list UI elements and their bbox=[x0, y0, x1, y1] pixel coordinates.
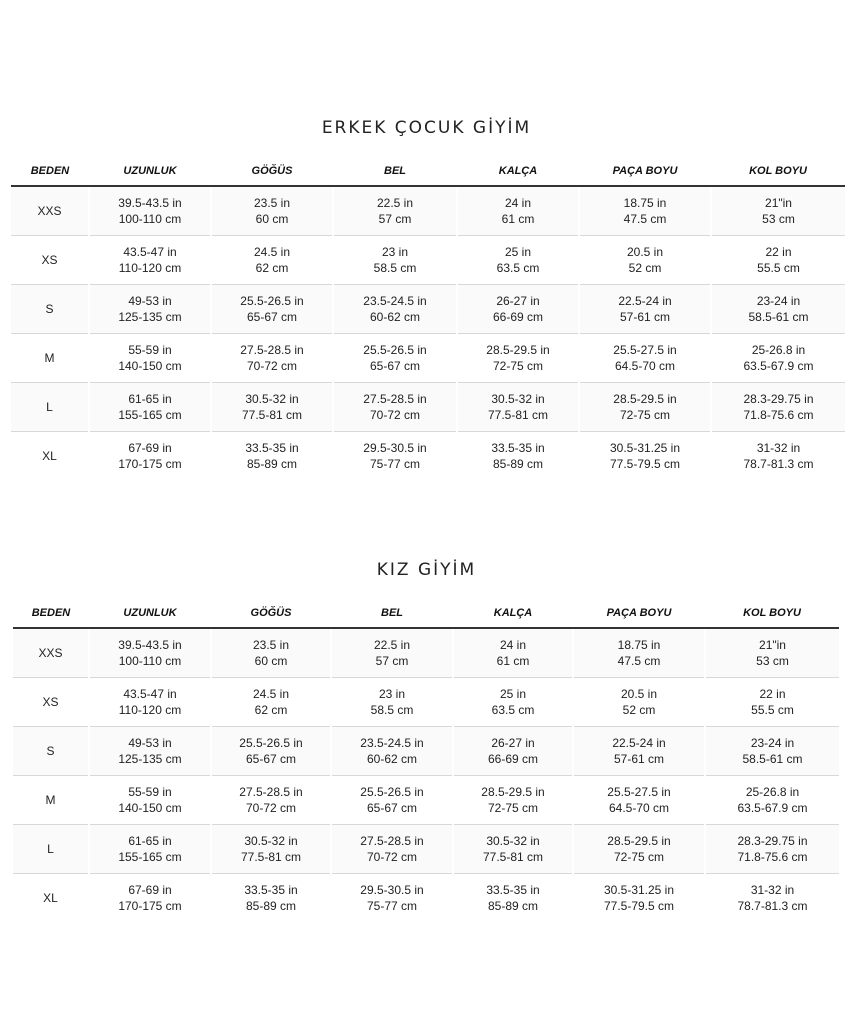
measurement-cell-kalca bbox=[457, 382, 579, 431]
inch-value: 28.5-29.5 in bbox=[486, 342, 550, 357]
cm-value: 63.5 cm bbox=[496, 260, 540, 275]
measurement-cell-kalca bbox=[457, 235, 579, 284]
measurement-cell-uzunluk bbox=[89, 677, 211, 726]
measurement-cell-uzunluk bbox=[89, 873, 211, 922]
cm-value: 75-77 cm bbox=[369, 456, 421, 471]
measurement-cell-uzunluk bbox=[89, 382, 211, 431]
inch-value: 30.5-32 in bbox=[486, 833, 540, 848]
inch-value: 28.3-29.75 in bbox=[737, 833, 808, 848]
inch-value: 23-24 in bbox=[750, 735, 795, 750]
inch-value: 43.5-47 in bbox=[123, 244, 177, 259]
inch-value: 27.5-28.5 in bbox=[239, 784, 303, 799]
inch-value: 25.5-26.5 in bbox=[360, 784, 424, 799]
column-header-uzunluk: UZUNLUK bbox=[89, 156, 211, 186]
inch-value: 25 in bbox=[504, 244, 532, 259]
measurement-cell-bel bbox=[333, 186, 457, 235]
cm-value: 110-120 cm bbox=[118, 260, 182, 275]
table-row bbox=[13, 628, 839, 677]
cm-value: 57-61 cm bbox=[619, 309, 671, 324]
measurement-cell-bel bbox=[333, 431, 457, 480]
inch-value: 39.5-43.5 in bbox=[118, 195, 182, 210]
inch-value: 55-59 in bbox=[128, 342, 172, 357]
inch-value: 33.5-35 in bbox=[491, 440, 545, 455]
measurement-cell-paca-boyu bbox=[579, 333, 711, 382]
measurement-cell-bel bbox=[333, 333, 457, 382]
measurement-cell-gogus bbox=[211, 628, 331, 677]
inch-value: 28.3-29.75 in bbox=[743, 391, 814, 406]
inch-value: 30.5-31.25 in bbox=[603, 882, 675, 897]
girls-size-table bbox=[13, 598, 839, 922]
inch-value: 27.5-28.5 in bbox=[360, 833, 424, 848]
inch-value: 25 in bbox=[499, 686, 527, 701]
inch-value: 23 in bbox=[381, 244, 409, 259]
measurement-cell-gogus bbox=[211, 726, 331, 775]
inch-value: 22 in bbox=[765, 244, 792, 259]
girls-table-body bbox=[13, 628, 839, 922]
cm-value: 62 cm bbox=[255, 260, 289, 275]
table-row bbox=[11, 235, 845, 284]
cm-value: 63.5 cm bbox=[491, 702, 535, 717]
measurement-cell-paca-boyu bbox=[573, 677, 705, 726]
inch-value: 22.5-24 in bbox=[618, 293, 672, 308]
measurement-cell-gogus bbox=[211, 333, 333, 382]
measurement-cell-uzunluk bbox=[89, 186, 211, 235]
column-header-kalca: KALÇA bbox=[457, 156, 579, 186]
cm-value: 75-77 cm bbox=[366, 898, 418, 913]
inch-value: 28.5-29.5 in bbox=[607, 833, 671, 848]
inch-value: 25.5-26.5 in bbox=[239, 735, 303, 750]
cm-value: 85-89 cm bbox=[492, 456, 544, 471]
inch-value: 33.5-35 in bbox=[244, 882, 298, 897]
inch-value: 23 in bbox=[378, 686, 406, 701]
inch-value: 18.75 in bbox=[617, 637, 661, 652]
inch-value: 43.5-47 in bbox=[123, 686, 177, 701]
inch-value: 24 in bbox=[504, 195, 532, 210]
measurement-cell-kol-boyu bbox=[705, 628, 839, 677]
inch-value: 30.5-32 in bbox=[245, 391, 299, 406]
column-header-bel: BEL bbox=[333, 156, 457, 186]
measurement-cell-bel bbox=[331, 677, 453, 726]
girls-header-row bbox=[13, 598, 839, 628]
cm-value: 77.5-81 cm bbox=[240, 849, 302, 864]
column-header-beden: BEDEN bbox=[11, 156, 89, 186]
cm-value: 65-67 cm bbox=[245, 751, 297, 766]
inch-value: 24 in bbox=[499, 637, 527, 652]
cm-value: 65-67 cm bbox=[366, 800, 418, 815]
boys-table-body bbox=[11, 186, 845, 480]
inch-value: 25-26.8 in bbox=[751, 342, 806, 357]
table-row bbox=[13, 775, 839, 824]
measurement-cell-uzunluk bbox=[89, 431, 211, 480]
inch-value: 39.5-43.5 in bbox=[118, 637, 182, 652]
size-label: XXS bbox=[13, 628, 89, 677]
inch-value: 55-59 in bbox=[128, 784, 172, 799]
measurement-cell-uzunluk bbox=[89, 235, 211, 284]
measurement-cell-gogus bbox=[211, 824, 331, 873]
inch-value: 22 in bbox=[759, 686, 786, 701]
cm-value: 85-89 cm bbox=[246, 456, 298, 471]
cm-value: 57 cm bbox=[375, 653, 409, 668]
cm-value: 60-62 cm bbox=[369, 309, 421, 324]
inch-value: 22.5 in bbox=[376, 195, 414, 210]
inch-value: 18.75 in bbox=[623, 195, 667, 210]
inch-value: 20.5 in bbox=[620, 686, 658, 701]
measurement-cell-kalca bbox=[453, 824, 573, 873]
inch-value: 27.5-28.5 in bbox=[363, 391, 427, 406]
cm-value: 77.5-81 cm bbox=[482, 849, 544, 864]
measurement-cell-uzunluk bbox=[89, 775, 211, 824]
measurement-cell-gogus bbox=[211, 235, 333, 284]
measurement-cell-kalca bbox=[457, 284, 579, 333]
measurement-cell-kalca bbox=[453, 873, 573, 922]
inch-value: 23.5-24.5 in bbox=[360, 735, 424, 750]
measurement-cell-kalca bbox=[457, 333, 579, 382]
inch-value: 22.5 in bbox=[373, 637, 411, 652]
inch-value: 28.5-29.5 in bbox=[613, 391, 677, 406]
inch-value: 31-32 in bbox=[750, 882, 795, 897]
measurement-cell-uzunluk bbox=[89, 333, 211, 382]
girls-size-section bbox=[0, 558, 853, 913]
cm-value: 57-61 cm bbox=[613, 751, 665, 766]
inch-value: 25.5-27.5 in bbox=[613, 342, 677, 357]
size-label: XL bbox=[11, 431, 89, 480]
cm-value: 77.5-79.5 cm bbox=[603, 898, 675, 913]
cm-value: 53 cm bbox=[756, 653, 789, 668]
measurement-cell-gogus bbox=[211, 382, 333, 431]
inch-value: 22.5-24 in bbox=[612, 735, 666, 750]
measurement-cell-kalca bbox=[453, 628, 573, 677]
cm-value: 77.5-79.5 cm bbox=[609, 456, 681, 471]
measurement-cell-kol-boyu bbox=[705, 824, 839, 873]
cm-value: 64.5-70 cm bbox=[608, 800, 670, 815]
cm-value: 47.5 cm bbox=[623, 211, 667, 226]
table-row bbox=[11, 382, 845, 431]
measurement-cell-kalca bbox=[453, 775, 573, 824]
table-row bbox=[11, 333, 845, 382]
size-label: XS bbox=[11, 235, 89, 284]
table-row bbox=[11, 284, 845, 333]
size-label: S bbox=[13, 726, 89, 775]
girls-section-title: KIZ GİYİM bbox=[376, 560, 477, 580]
measurement-cell-gogus bbox=[211, 677, 331, 726]
measurement-cell-paca-boyu bbox=[579, 235, 711, 284]
cm-value: 110-120 cm bbox=[118, 702, 182, 717]
inch-value: 28.5-29.5 in bbox=[481, 784, 545, 799]
cm-value: 63.5-67.9 cm bbox=[743, 358, 814, 373]
cm-value: 77.5-81 cm bbox=[241, 407, 303, 422]
cm-value: 62 cm bbox=[254, 702, 288, 717]
measurement-cell-paca-boyu bbox=[573, 775, 705, 824]
size-label: XXS bbox=[11, 186, 89, 235]
measurement-cell-paca-boyu bbox=[579, 431, 711, 480]
inch-value: 25.5-26.5 in bbox=[363, 342, 427, 357]
inch-value: 27.5-28.5 in bbox=[240, 342, 304, 357]
boys-size-table bbox=[11, 156, 845, 480]
column-header-uzunluk: UZUNLUK bbox=[89, 598, 211, 628]
measurement-cell-gogus bbox=[211, 431, 333, 480]
column-header-kalca: KALÇA bbox=[453, 598, 573, 628]
girls-table-header bbox=[13, 598, 839, 628]
inch-value: 49-53 in bbox=[128, 735, 172, 750]
boys-size-section bbox=[0, 116, 853, 471]
table-row bbox=[13, 824, 839, 873]
column-header-paca-boyu: PAÇA BOYU bbox=[579, 156, 711, 186]
inch-value: 23.5-24.5 in bbox=[363, 293, 427, 308]
inch-value: 30.5-31.25 in bbox=[609, 440, 681, 455]
column-header-beden: BEDEN bbox=[13, 598, 89, 628]
cm-value: 155-165 cm bbox=[118, 407, 182, 422]
measurement-cell-bel bbox=[333, 235, 457, 284]
cm-value: 60 cm bbox=[254, 653, 288, 668]
measurement-cell-kalca bbox=[457, 186, 579, 235]
cm-value: 155-165 cm bbox=[118, 849, 182, 864]
inch-value: 25-26.8 in bbox=[745, 784, 800, 799]
cm-value: 58.5 cm bbox=[373, 260, 417, 275]
cm-value: 66-69 cm bbox=[492, 309, 544, 324]
cm-value: 70-72 cm bbox=[369, 407, 421, 422]
cm-value: 140-150 cm bbox=[118, 800, 182, 815]
cm-value: 60-62 cm bbox=[366, 751, 418, 766]
cm-value: 100-110 cm bbox=[118, 653, 182, 668]
inch-value: 61-65 in bbox=[128, 391, 172, 406]
size-label: L bbox=[13, 824, 89, 873]
measurement-cell-kol-boyu bbox=[705, 775, 839, 824]
size-label: M bbox=[13, 775, 89, 824]
inch-value: 23.5 in bbox=[252, 637, 290, 652]
cm-value: 65-67 cm bbox=[246, 309, 298, 324]
measurement-cell-paca-boyu bbox=[579, 186, 711, 235]
cm-value: 85-89 cm bbox=[487, 898, 539, 913]
cm-value: 70-72 cm bbox=[366, 849, 418, 864]
measurement-cell-gogus bbox=[211, 873, 331, 922]
cm-value: 58.5-61 cm bbox=[748, 309, 809, 324]
inch-value: 61-65 in bbox=[128, 833, 172, 848]
inch-value: 49-53 in bbox=[128, 293, 172, 308]
inch-value: 29.5-30.5 in bbox=[363, 440, 427, 455]
size-label: S bbox=[11, 284, 89, 333]
inch-value: 21"in bbox=[765, 195, 792, 210]
cm-value: 77.5-81 cm bbox=[487, 407, 549, 422]
measurement-cell-paca-boyu bbox=[573, 628, 705, 677]
measurement-cell-bel bbox=[331, 824, 453, 873]
measurement-cell-kol-boyu bbox=[705, 677, 839, 726]
cm-value: 72-75 cm bbox=[492, 358, 544, 373]
measurement-cell-kol-boyu bbox=[705, 726, 839, 775]
column-header-gogus: GÖĞÜS bbox=[211, 156, 333, 186]
cm-value: 125-135 cm bbox=[118, 309, 182, 324]
measurement-cell-kol-boyu bbox=[711, 235, 845, 284]
measurement-cell-bel bbox=[333, 284, 457, 333]
measurement-cell-uzunluk bbox=[89, 628, 211, 677]
inch-value: 30.5-32 in bbox=[491, 391, 545, 406]
measurement-cell-uzunluk bbox=[89, 824, 211, 873]
cm-value: 47.5 cm bbox=[617, 653, 661, 668]
cm-value: 140-150 cm bbox=[118, 358, 182, 373]
measurement-cell-kol-boyu bbox=[711, 284, 845, 333]
measurement-cell-uzunluk bbox=[89, 726, 211, 775]
measurement-cell-bel bbox=[331, 628, 453, 677]
cm-value: 170-175 cm bbox=[118, 898, 182, 913]
measurement-cell-gogus bbox=[211, 186, 333, 235]
inch-value: 33.5-35 in bbox=[245, 440, 299, 455]
cm-value: 61 cm bbox=[501, 211, 535, 226]
inch-value: 25.5-27.5 in bbox=[607, 784, 671, 799]
measurement-cell-paca-boyu bbox=[579, 382, 711, 431]
cm-value: 58.5 cm bbox=[370, 702, 414, 717]
inch-value: 23.5 in bbox=[253, 195, 291, 210]
cm-value: 64.5-70 cm bbox=[614, 358, 676, 373]
cm-value: 57 cm bbox=[378, 211, 412, 226]
column-header-gogus: GÖĞÜS bbox=[211, 598, 331, 628]
cm-value: 66-69 cm bbox=[487, 751, 539, 766]
column-header-paca-boyu: PAÇA BOYU bbox=[573, 598, 705, 628]
measurement-cell-uzunluk bbox=[89, 284, 211, 333]
table-row bbox=[13, 677, 839, 726]
cm-value: 72-75 cm bbox=[613, 849, 665, 864]
inch-value: 24.5 in bbox=[253, 244, 291, 259]
cm-value: 58.5-61 cm bbox=[742, 751, 803, 766]
column-header-kol-boyu: KOL BOYU bbox=[711, 156, 845, 186]
boys-table-header bbox=[11, 156, 845, 186]
measurement-cell-paca-boyu bbox=[573, 726, 705, 775]
cm-value: 61 cm bbox=[496, 653, 530, 668]
measurement-cell-kol-boyu bbox=[711, 382, 845, 431]
measurement-cell-paca-boyu bbox=[573, 873, 705, 922]
table-row bbox=[11, 431, 845, 480]
inch-value: 29.5-30.5 in bbox=[360, 882, 424, 897]
measurement-cell-bel bbox=[331, 775, 453, 824]
measurement-cell-kol-boyu bbox=[705, 873, 839, 922]
table-row bbox=[11, 186, 845, 235]
measurement-cell-gogus bbox=[211, 775, 331, 824]
boys-header-row bbox=[11, 156, 845, 186]
boys-section-title: ERKEK ÇOCUK GİYİM bbox=[321, 118, 532, 138]
measurement-cell-bel bbox=[331, 726, 453, 775]
cm-value: 125-135 cm bbox=[118, 751, 182, 766]
cm-value: 72-75 cm bbox=[619, 407, 671, 422]
cm-value: 52 cm bbox=[628, 260, 662, 275]
table-row bbox=[13, 873, 839, 922]
inch-value: 24.5 in bbox=[252, 686, 290, 701]
inch-value: 31-32 in bbox=[756, 440, 801, 455]
cm-value: 100-110 cm bbox=[118, 211, 182, 226]
cm-value: 60 cm bbox=[255, 211, 289, 226]
cm-value: 55.5 cm bbox=[757, 260, 800, 275]
cm-value: 85-89 cm bbox=[245, 898, 297, 913]
cm-value: 72-75 cm bbox=[487, 800, 539, 815]
cm-value: 71.8-75.6 cm bbox=[737, 849, 808, 864]
measurement-cell-kol-boyu bbox=[711, 333, 845, 382]
size-label: XS bbox=[13, 677, 89, 726]
measurement-cell-bel bbox=[333, 382, 457, 431]
cm-value: 53 cm bbox=[762, 211, 795, 226]
cm-value: 70-72 cm bbox=[246, 358, 298, 373]
measurement-cell-bel bbox=[331, 873, 453, 922]
inch-value: 26-27 in bbox=[496, 293, 540, 308]
measurement-cell-kol-boyu bbox=[711, 431, 845, 480]
column-header-kol-boyu: KOL BOYU bbox=[705, 598, 839, 628]
inch-value: 20.5 in bbox=[626, 244, 664, 259]
cm-value: 170-175 cm bbox=[118, 456, 182, 471]
table-row bbox=[13, 726, 839, 775]
measurement-cell-paca-boyu bbox=[579, 284, 711, 333]
measurement-cell-kalca bbox=[453, 677, 573, 726]
cm-value: 65-67 cm bbox=[369, 358, 421, 373]
cm-value: 70-72 cm bbox=[245, 800, 297, 815]
cm-value: 78.7-81.3 cm bbox=[737, 898, 808, 913]
size-label: M bbox=[11, 333, 89, 382]
inch-value: 21"in bbox=[759, 637, 786, 652]
inch-value: 23-24 in bbox=[756, 293, 801, 308]
size-label: XL bbox=[13, 873, 89, 922]
inch-value: 67-69 in bbox=[128, 882, 172, 897]
cm-value: 63.5-67.9 cm bbox=[737, 800, 808, 815]
cm-value: 55.5 cm bbox=[751, 702, 794, 717]
cm-value: 52 cm bbox=[622, 702, 656, 717]
measurement-cell-kol-boyu bbox=[711, 186, 845, 235]
inch-value: 30.5-32 in bbox=[244, 833, 298, 848]
inch-value: 25.5-26.5 in bbox=[240, 293, 304, 308]
cm-value: 71.8-75.6 cm bbox=[743, 407, 814, 422]
inch-value: 26-27 in bbox=[491, 735, 535, 750]
measurement-cell-paca-boyu bbox=[573, 824, 705, 873]
measurement-cell-kalca bbox=[457, 431, 579, 480]
measurement-cell-kalca bbox=[453, 726, 573, 775]
inch-value: 67-69 in bbox=[128, 440, 172, 455]
column-header-bel: BEL bbox=[331, 598, 453, 628]
measurement-cell-gogus bbox=[211, 284, 333, 333]
cm-value: 78.7-81.3 cm bbox=[743, 456, 814, 471]
inch-value: 33.5-35 in bbox=[486, 882, 540, 897]
size-label: L bbox=[11, 382, 89, 431]
